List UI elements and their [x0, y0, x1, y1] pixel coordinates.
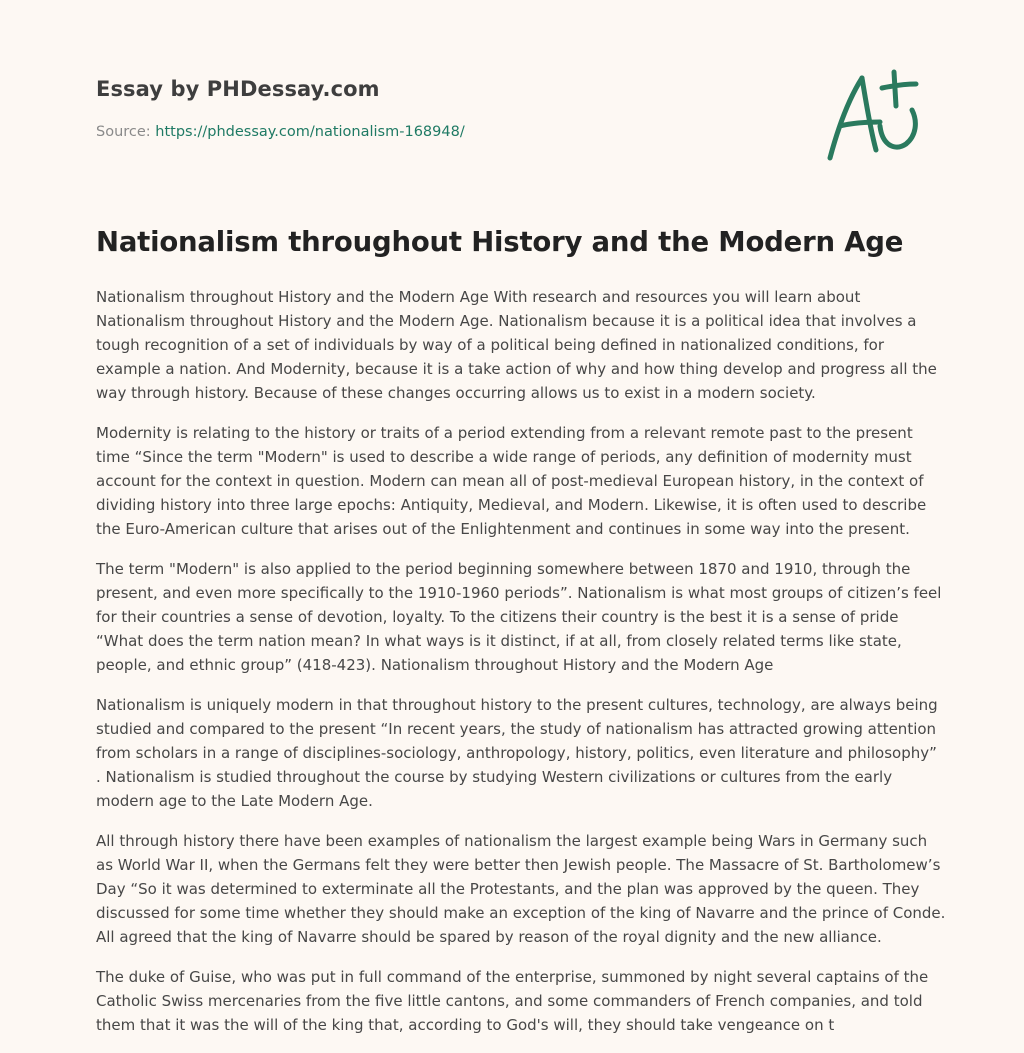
- a-plus-logo-icon: [820, 66, 930, 166]
- source-link[interactable]: https://phdessay.com/nationalism-168948/: [155, 124, 465, 140]
- essay-body: [96, 285, 946, 1053]
- essay-title: Nationalism throughout History and the Modern Age: [96, 226, 904, 258]
- paragraph: Modernity is relating to the history or traits of a period extending from a relevant remote past to the present time “Since the term "Modern" is used to describe a wide range of periods, any definition of modernity must account for the context in question. Modern can mean all of post-medieval European history, in the context of dividing history into three large epochs: Antiquity, Medieval, and Modern. Likewise, it is often used to describe the Euro-American culture that arises out of the Enlightenment and continues in some way into the present.: [96, 424, 927, 538]
- paragraph: The duke of Guise, who was put in full command of the enterprise, summoned by night several captains of the Catholic Swiss mercenaries from the five little cantons, and some commanders of French companies, and told them that it was the will of the king that, according to God's will, they should take vengeance on t: [96, 968, 929, 1034]
- paragraph: All through history there have been examples of nationalism the largest example being Wars in Germany such as World War II, when the Germans felt they were better then Jewish people. The Massacre of St. Bartholomew’s Day “So it was determined to exterminate all the Protestants, and the plan was approved by the queen. They discussed for some time whether they should make an exception of the king of Navarre and the prince of Conde. All agreed that the king of Navarre should be spared by reason of the royal dignity and the new alliance.: [96, 832, 946, 946]
- source-label: Source:: [96, 124, 156, 140]
- paragraph: The term "Modern" is also applied to the period beginning somewhere between 1870 and 1910, through the present, and even more specifically to the 1910-1960 periods”. Nationalism is what most groups of citizen’s feel for their countries a sense of devotion, loyalty. To the citizens their country is the best it is a sense of pride “What does the term nation mean? In what ways is it distinct, if at all, from closely related terms like state, people, and ethnic group” (418-423). Nationalism throughout History and the Modern Age: [96, 560, 942, 674]
- site-brand: Essay by PHDessay.com: [96, 77, 380, 101]
- paragraph: Nationalism is uniquely modern in that throughout history to the present cultures, technology, are always being studied and compared to the present “In recent years, the study of nationalism has attracted growing attention from scholars in a range of disciplines-sociology, anthropology, history, politics, even literature and philosophy” . Nationalism is studied throughout the course by studying Western civilizations or cultures from the early modern age to the Late Modern Age.: [96, 696, 938, 810]
- paragraph: Nationalism throughout History and the Modern Age With research and resources you will learn about Nationalism throughout History and the Modern Age. Nationalism because it is a political idea that involves a tough recognition of a set of individuals by way of a political being defined in nationalized conditions, for example a nation. And Modernity, because it is a take action of why and how thing develop and progress all the way through history. Because of these changes occurring allows us to exist in a modern society.: [96, 288, 937, 402]
- source-line: [96, 124, 465, 140]
